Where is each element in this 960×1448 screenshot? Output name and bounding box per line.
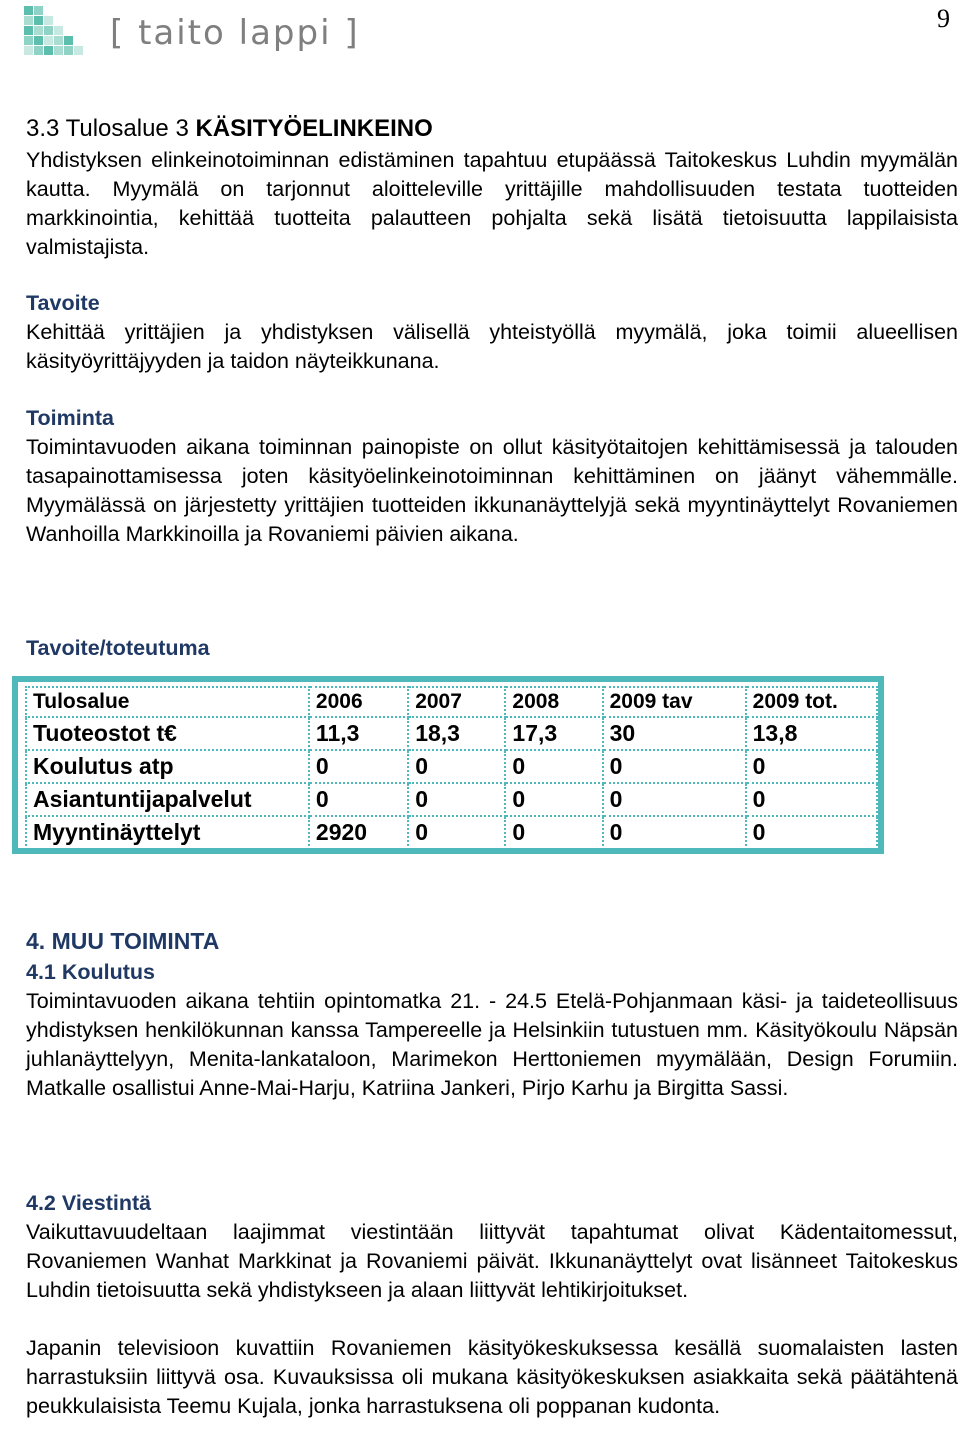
activity-heading: Toiminta bbox=[26, 406, 114, 430]
table-cell: 0 bbox=[746, 783, 877, 816]
table-cell: Koulutus atp bbox=[26, 750, 309, 783]
table-cell: 30 bbox=[603, 717, 746, 750]
table-cell: 11,3 bbox=[309, 717, 408, 750]
activity-text: Toimintavuoden aikana toiminnan painopiste on ollut käsityötaitojen kehittämisessä ja talouden tasapainottamisessa joten käsityöelinkeinotoiminnan kehittäminen on jäänyt vähemmälle. Myymälässä on järjestetty yrittäjien tuotteiden ikkunanäyttelyjä sekä myyntinäyttelyt Rovaniemen Wanhoilla Markkinoilla ja Rovaniemi päivien aikana. bbox=[26, 435, 958, 546]
table-cell: 0 bbox=[603, 783, 746, 816]
table-cell: 0 bbox=[309, 783, 408, 816]
subsection-4-1-text: Toimintavuoden aikana tehtiin opintomatka 21. - 24.5 Etelä-Pohjanmaan käsi- ja taideteollisuus yhdistyksen henkilökunnan kanssa Tampereelle ja Helsinkiin tutustuen mm. Käsityökoulu Näpsän juhlanäyttelyyn, Menita-lankataloon, Marimekon Herttoniemen myymälään, Design Forumiin. Matkalle osallistui Anne-Mai-Harju, Katriina Jankeri, Pirjo Karhu ja Birgitta Sassi. bbox=[26, 989, 958, 1100]
goal-text: Kehittää yrittäjien ja yhdistyksen välisellä yhteistyöllä myymälä, joka toimii alueellisen käsityöyrittäjyyden ja taidon näyteikkunana. bbox=[26, 320, 958, 373]
table-cell: 0 bbox=[408, 816, 505, 849]
table-cell: 0 bbox=[309, 750, 408, 783]
subsection-4-2-text-2: Japanin televisioon kuvattiin Rovaniemen käsityökeskuksessa kesällä suomalaisten lasten harrastuksiin liittyvä osa. Kuvauksissa oli mukana käsityökeskuksen asiakkaita sekä päätähtenä peukkulaisista Teemu Kujala, jonka harrastuksena oli poppanan kudonta. bbox=[26, 1336, 958, 1418]
section-title: KÄSITYÖELINKEINO bbox=[195, 115, 433, 142]
table-row bbox=[26, 717, 877, 750]
table-header-cell: 2006 bbox=[309, 687, 408, 717]
table-cell: 0 bbox=[408, 783, 505, 816]
table-cell: 0 bbox=[505, 816, 602, 849]
table-cell: 17,3 bbox=[505, 717, 602, 750]
table-cell: 0 bbox=[603, 816, 746, 849]
table-header-cell: 2009 tav bbox=[603, 687, 746, 717]
table-cell: 2920 bbox=[309, 816, 408, 849]
goal-heading: Tavoite bbox=[26, 291, 100, 315]
table-cell: 0 bbox=[505, 783, 602, 816]
table-row bbox=[26, 750, 877, 783]
logo-text: [ taito lappi ] bbox=[110, 13, 360, 53]
table-row bbox=[26, 816, 877, 849]
table-header-cell: 2007 bbox=[408, 687, 505, 717]
table-cell: Tuoteostot t€ bbox=[26, 717, 309, 750]
subsection-4-1-heading: 4.1 Koulutus bbox=[26, 960, 156, 984]
subsection-4-2-text-1: Vaikuttavuudeltaan laajimmat viestintään liittyvät tapahtumat olivat Kädentaitomessut, Rovaniemen Wanhat Markkinat ja Rovaniemi päivät. Ikkunanäyttelyt ovat lisänneet Taitokeskus Luhdin tietoisuutta sekä yhdistykseen ja alaan liittyvät lehtikirjoitukset. bbox=[26, 1220, 958, 1302]
table-cell: Myyntinäyttelyt bbox=[26, 816, 309, 849]
taito-lappi-logo bbox=[22, 4, 382, 60]
table-cell: 0 bbox=[408, 750, 505, 783]
table-cell: Asiantuntijapalvelut bbox=[26, 783, 309, 816]
table-cell: 13,8 bbox=[746, 717, 877, 750]
table-heading: Tavoite/toteutuma bbox=[26, 636, 210, 660]
table-cell: 0 bbox=[746, 750, 877, 783]
table-header-cell: 2009 tot. bbox=[746, 687, 877, 717]
table-cell: 0 bbox=[746, 816, 877, 849]
results-table-frame bbox=[12, 676, 884, 854]
results-table bbox=[25, 686, 878, 850]
section-number: 3.3 Tulosalue 3 bbox=[26, 115, 196, 142]
table-header-cell: 2008 bbox=[505, 687, 602, 717]
section-4-heading: 4. MUU TOIMINTA bbox=[26, 928, 220, 954]
table-cell: 18,3 bbox=[408, 717, 505, 750]
subsection-4-2-heading: 4.2 Viestintä bbox=[26, 1191, 152, 1215]
table-cell: 0 bbox=[505, 750, 602, 783]
page-number: 9 bbox=[937, 4, 950, 33]
table-header-row bbox=[26, 687, 877, 717]
logo-mosaic-icon bbox=[24, 6, 83, 55]
table-header-cell: Tulosalue bbox=[26, 687, 309, 717]
table-row bbox=[26, 783, 877, 816]
section-heading bbox=[26, 114, 936, 144]
section-intro: Yhdistyksen elinkeinotoiminnan edistäminen tapahtuu etupäässä Taitokeskus Luhdin myymälän kautta. Myymälä on tarjonnut aloitteleville yrittäjille mahdollisuuden testata tuotteiden markkinointia, kehittää tuotteita palautteen pohjalta sekä lisätä tietoisuutta lappilaisista valmistajista. bbox=[26, 148, 958, 259]
table-cell: 0 bbox=[603, 750, 746, 783]
